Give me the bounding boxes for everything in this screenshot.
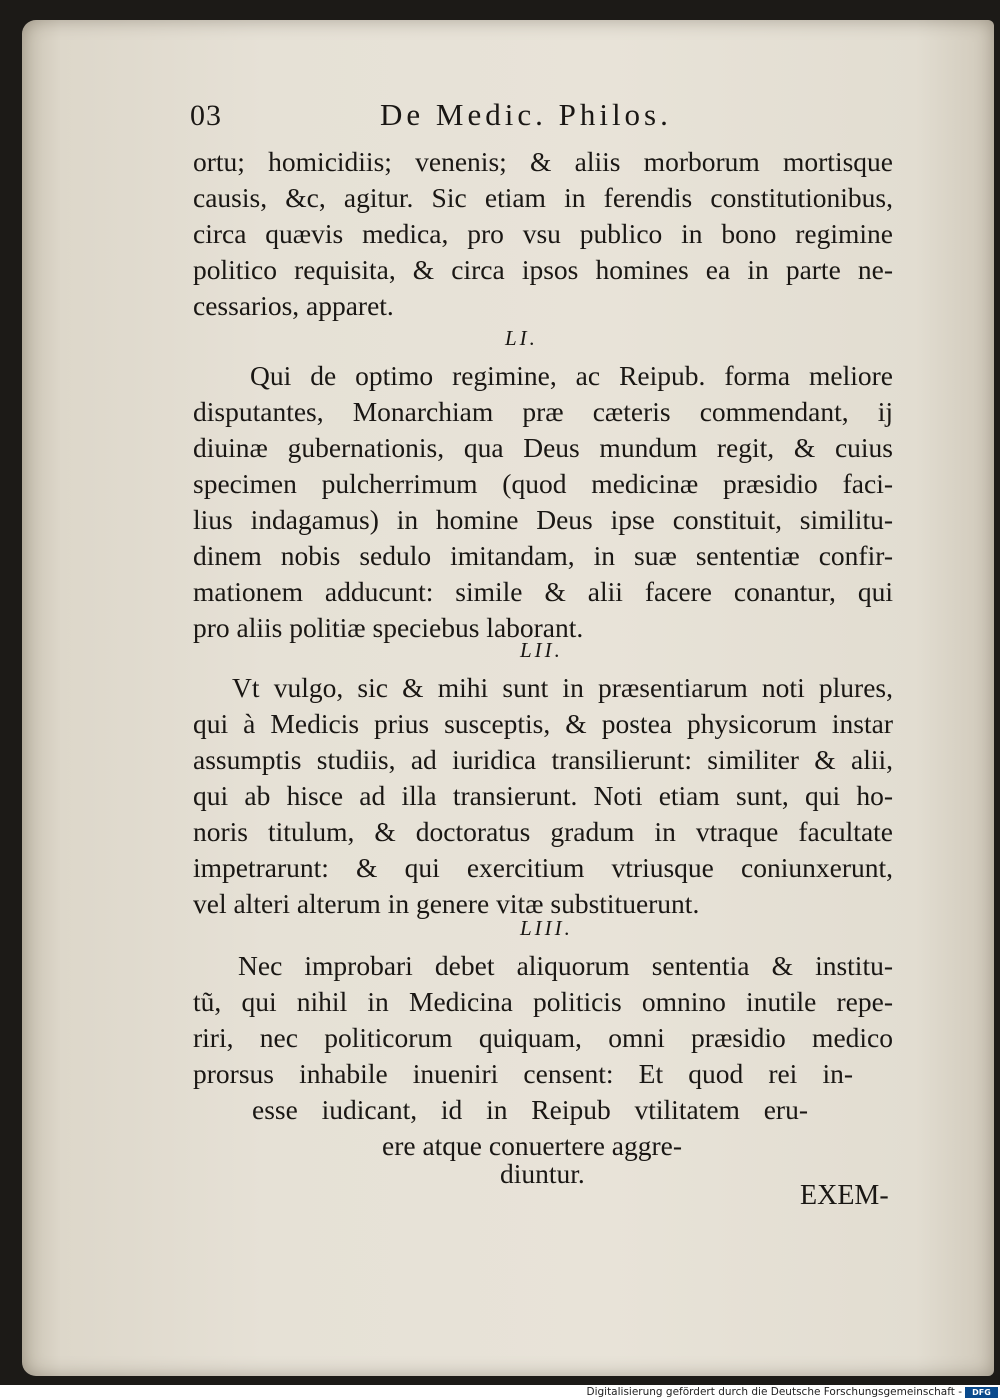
text-line: Vt vulgo, sic & mihi sunt in præsentiarum noti plures,	[232, 672, 893, 703]
page-header	[190, 97, 890, 137]
text-line: diuinæ gubernationis, qua Deus mundum regit, & cuius	[193, 432, 893, 463]
section-number: LII.	[520, 638, 563, 662]
text-line: causis, &c, agitur. Sic etiam in ferendis constitutionibus,	[193, 182, 893, 213]
text-line: prorsus inhabile inueniri censent: Et quod rei in-	[193, 1058, 853, 1089]
text-line: vel alteri alterum in genere vitæ substituerunt.	[193, 888, 700, 919]
text-line: cessarios, apparet.	[193, 290, 394, 321]
text-line: tũ, qui nihil in Medicina politicis omnino inutile repe-	[193, 986, 893, 1017]
section-number: LIII.	[520, 916, 573, 940]
funding-credit: Digitalisierung gefördert durch die Deutsche Forschungsgemeinschaft -	[586, 1386, 962, 1398]
text-line: disputantes, Monarchiam præ cæteris commendant, ij	[193, 396, 893, 427]
text-line: politico requisita, & circa ipsos homines ea in parte ne-	[193, 254, 893, 285]
text-line: circa quævis medica, pro vsu publico in bono regimine	[193, 218, 893, 249]
dfg-logo: DFG	[965, 1387, 998, 1398]
page-number: 03	[190, 99, 222, 132]
text-line: ortu; homicidiis; venenis; & aliis morborum mortisque	[193, 146, 893, 177]
running-title: De Medic. Philos.	[380, 97, 672, 132]
text-line: impetrarunt: & qui exercitium vtriusque coniunxerunt,	[193, 852, 893, 883]
text-line: mationem adducunt: simile & alii facere conantur, qui	[193, 576, 893, 607]
section-number: LI.	[505, 326, 538, 350]
text-line: specimen pulcherrimum (quod medicinæ præsidio faci-	[193, 468, 893, 499]
text-line: dinem nobis sedulo imitandam, in suæ sententiæ confir-	[193, 540, 893, 571]
text-line: diuntur.	[500, 1158, 585, 1189]
text-line: Nec improbari debet aliquorum sententia & institu-	[238, 950, 893, 981]
text-line: Qui de optimo regimine, ac Reipub. forma meliore	[250, 360, 893, 391]
text-line: pro aliis politiæ speciebus laborant.	[193, 612, 584, 643]
text-line: qui ab hisce ad illa transierunt. Noti etiam sunt, qui ho-	[193, 780, 893, 811]
catchword: EXEM-	[800, 1180, 889, 1211]
footer-bar	[0, 1385, 1000, 1400]
text-line: riri, nec politicorum quiquam, omni præsidio medico	[193, 1022, 893, 1053]
text-line: qui à Medicis prius susceptis, & postea physicorum instar	[193, 708, 893, 739]
text-line: assumptis studiis, ad iuridica transilierunt: similiter & alii,	[193, 744, 893, 775]
text-line: lius indagamus) in homine Deus ipse constituit, similitu-	[193, 504, 893, 535]
text-line: esse iudicant, id in Reipub vtilitatem eru-	[252, 1094, 808, 1125]
text-line: noris titulum, & doctoratus gradum in vtraque facultate	[193, 816, 893, 847]
text-line: ere atque conuertere aggre-	[382, 1130, 683, 1161]
